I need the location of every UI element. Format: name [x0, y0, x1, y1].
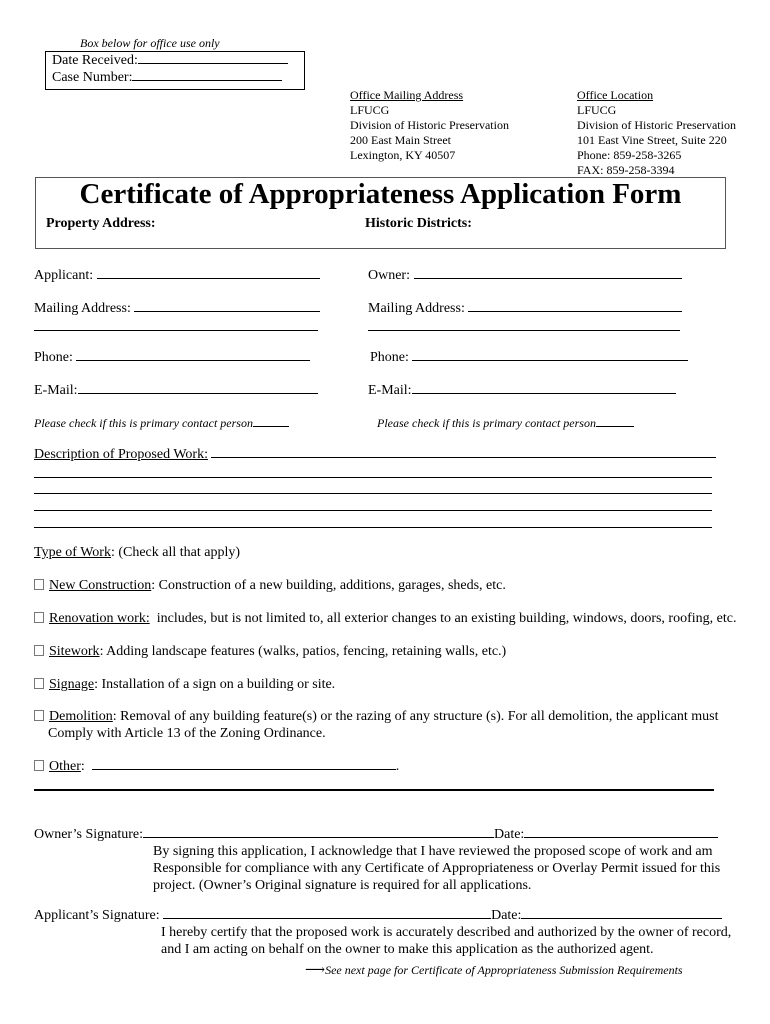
date-received-field [52, 53, 288, 69]
applicant-name-field [34, 268, 320, 284]
work-item-text: : Installation of a sign on a building or site. [94, 677, 336, 692]
footer-note [305, 962, 683, 979]
applicant-mailing-line-2[interactable] [34, 330, 318, 331]
applicant-mailing-label: Mailing Address: [34, 301, 131, 316]
form-title: Certificate of Appropriateness Application Form [79, 178, 682, 210]
owner-email-line[interactable] [412, 393, 676, 394]
location-line: Division of Historic Preservation [577, 118, 736, 132]
signage-checkbox[interactable] [34, 678, 44, 689]
location-heading: Office Location [577, 88, 654, 102]
sitework-checkbox[interactable] [34, 645, 44, 656]
owner-statement-line: Responsible for compliance with any Certificate of Appropriateness or Overlay Permit issued for this [153, 861, 721, 876]
location-line: 101 East Vine Street, Suite 220 [577, 133, 727, 147]
office-use-caption: Box below for office use only [80, 36, 220, 50]
location-line: Phone: 859-258-3265 [577, 148, 682, 162]
description-line-3[interactable] [34, 493, 712, 494]
owner-name-field [368, 268, 682, 284]
right-arrow-icon: ⟶ [305, 963, 326, 978]
owner-phone-label: Phone: [370, 350, 409, 365]
applicant-signature-label: Applicant’s Signature: [34, 908, 160, 923]
work-item-text: includes, but is not limited to, all exterior changes to an existing building, windows, doors, roofing, etc. [149, 611, 737, 626]
work-item-name: Sitework [49, 644, 100, 659]
description-line-4[interactable] [34, 510, 712, 511]
owner-mailing-line[interactable] [468, 311, 682, 312]
type-of-work-suffix: : (Check all that apply) [110, 545, 241, 560]
description-line-1[interactable] [211, 457, 716, 458]
owner-name-line[interactable] [414, 278, 682, 279]
work-item-text: : Construction of a new building, additions, garages, sheds, etc. [151, 578, 506, 593]
owner-primary-contact [377, 416, 634, 431]
work-item-name: New Construction [49, 578, 152, 593]
applicant-mailing-field [34, 301, 320, 317]
office-location [577, 88, 736, 178]
date-received-line[interactable] [138, 63, 288, 64]
owner-email-field [368, 383, 676, 399]
demolition-checkbox[interactable] [34, 710, 44, 721]
other-line[interactable] [92, 769, 396, 770]
footer-note-text: See next page for Certificate of Appropriateness Submission Requirements [325, 963, 683, 977]
applicant-statement-line: I hereby certify that the proposed work is accurately described and authorized by the owner of record, [161, 925, 732, 940]
applicant-signature-field [34, 908, 722, 924]
case-number-field [52, 70, 282, 86]
description-line-5[interactable] [34, 527, 712, 528]
applicant-date-label: Date: [491, 908, 522, 923]
owner-phone-field [370, 350, 688, 366]
work-item-sitework [34, 644, 506, 660]
applicant-statement-line: and I am acting on behalf on the owner to make this application as the authorized agent. [161, 942, 654, 957]
owner-date-line[interactable] [524, 837, 718, 838]
applicant-name-label: Applicant: [34, 268, 94, 283]
property-address-label: Property Address: [46, 216, 156, 231]
owner-statement-line: By signing this application, I acknowledge that I have reviewed the proposed scope of work and am [153, 844, 713, 859]
applicant-name-line[interactable] [97, 278, 320, 279]
applicant-date-line[interactable] [521, 918, 722, 919]
mailing-line: 200 East Main Street [350, 133, 451, 147]
owner-signature-statement [153, 843, 720, 894]
applicant-email-line[interactable] [78, 393, 318, 394]
owner-phone-line[interactable] [412, 360, 688, 361]
work-item-text: : Adding landscape features (walks, patios, fencing, retaining walls, etc.) [99, 644, 507, 659]
owner-signature-line[interactable] [143, 837, 494, 838]
work-item-text: : Removal of any building feature(s) or the razing of any structure (s). For all demolition, the applicant must [112, 709, 719, 724]
renovation-checkbox[interactable] [34, 612, 44, 623]
case-number-label: Case Number: [52, 70, 133, 85]
work-item-new-construction [34, 578, 506, 594]
owner-mailing-label: Mailing Address: [368, 301, 465, 316]
owner-email-label: E-Mail: [368, 383, 412, 398]
work-item-text: : [80, 759, 85, 774]
description-field [34, 447, 716, 463]
applicant-signature-statement [161, 924, 731, 958]
work-item-renovation [34, 611, 736, 627]
applicant-phone-line[interactable] [76, 360, 310, 361]
owner-name-label: Owner: [368, 268, 410, 283]
owner-signature-field [34, 827, 718, 843]
location-line: LFUCG [577, 103, 617, 117]
office-use-box [45, 51, 305, 90]
new-construction-checkbox[interactable] [34, 579, 44, 590]
mailing-line: Lexington, KY 40507 [350, 148, 456, 162]
work-item-name: Signage [49, 677, 95, 692]
work-item-other: Other: . [34, 759, 399, 775]
mailing-line: Division of Historic Preservation [350, 118, 509, 132]
title-box [35, 177, 726, 249]
applicant-phone-field [34, 350, 310, 366]
applicant-email-field [34, 383, 318, 399]
applicant-primary-check-line[interactable] [253, 426, 289, 427]
owner-primary-note: Please check if this is primary contact person [377, 416, 596, 430]
work-item-name: Other [49, 759, 81, 774]
demolition-text-continued: Comply with Article 13 of the Zoning Ordinance. [48, 726, 326, 741]
mailing-line: LFUCG [350, 103, 390, 117]
description-label: Description of Proposed Work: [34, 447, 208, 462]
applicant-mailing-line[interactable] [134, 311, 320, 312]
type-of-work-label: Type of Work [34, 545, 111, 560]
work-item-name: Demolition [49, 709, 113, 724]
case-number-line[interactable] [132, 80, 282, 81]
owner-date-label: Date: [494, 827, 525, 842]
owner-statement-line: project. (Owner’s Original signature is required for all applications. [153, 878, 532, 893]
mailing-heading: Office Mailing Address [350, 88, 464, 102]
work-item-signage [34, 677, 335, 693]
other-checkbox[interactable] [34, 760, 44, 771]
location-line: FAX: 859-258-3394 [577, 163, 675, 177]
owner-signature-label: Owner’s Signature: [34, 827, 143, 842]
work-item-demolition [34, 709, 719, 725]
owner-mailing-line-2[interactable] [368, 330, 680, 331]
office-mailing-address [350, 88, 509, 163]
applicant-primary-note: Please check if this is primary contact person [34, 416, 253, 430]
applicant-email-label: E-Mail: [34, 383, 78, 398]
owner-mailing-field [368, 301, 682, 317]
applicant-phone-label: Phone: [34, 350, 73, 365]
owner-primary-check-line[interactable] [596, 426, 634, 427]
date-received-label: Date Received: [52, 53, 138, 68]
applicant-primary-contact [34, 416, 289, 431]
type-of-work-heading [34, 545, 240, 561]
description-line-2[interactable] [34, 477, 712, 478]
section-divider [34, 789, 714, 791]
applicant-signature-line[interactable] [163, 918, 491, 919]
work-item-name: Renovation work: [49, 611, 150, 626]
historic-districts-label: Historic Districts: [365, 216, 472, 231]
